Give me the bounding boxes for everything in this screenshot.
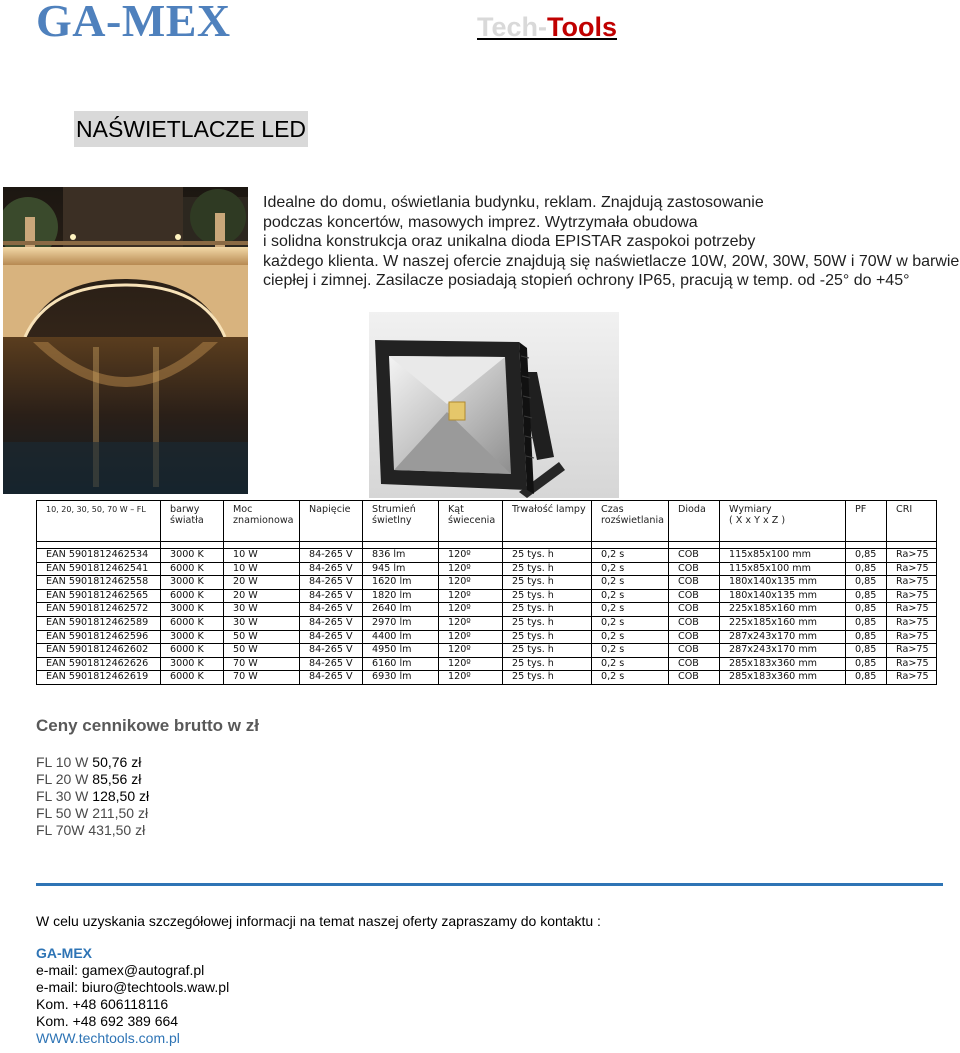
table-row [37,549,937,563]
table-cell: Ra>75 [887,576,937,590]
column-header: PF [846,501,887,542]
table-cell: 25 tys. h [503,549,592,563]
column-header: Dioda [669,501,720,542]
table-cell: 20 W [224,576,300,590]
table-cell: 2640 lm [363,603,439,617]
table-cell: EAN 5901812462619 [37,671,161,685]
table-cell: COB [669,589,720,603]
table-cell: Ra>75 [887,616,937,630]
table-cell: Ra>75 [887,549,937,563]
table-row [37,603,937,617]
table-cell: COB [669,576,720,590]
description-line: ciepłej i zimnej. Zasilacze posiadają stopień ochrony IP65, pracują w temp. od -25° do +45° [263,272,910,289]
table-cell: 120º [439,644,503,658]
table-cell: 84-265 V [300,630,363,644]
table-row [37,576,937,590]
table-cell: Ra>75 [887,657,937,671]
table-cell: 115x85x100 mm [720,549,846,563]
table-cell: 0,85 [846,644,887,658]
table-cell: 0,2 s [592,562,669,576]
description-line: podczas koncertów, masowych imprez. Wytrzymała obudowa [263,213,698,231]
table-cell: 120º [439,671,503,685]
table-cell: EAN 5901812462572 [37,603,161,617]
table-cell: EAN 5901812462602 [37,644,161,658]
table-cell: 84-265 V [300,603,363,617]
table-cell: 120º [439,576,503,590]
table-cell: 0,2 s [592,630,669,644]
table-header-row [37,501,937,542]
table-cell: EAN 5901812462589 [37,616,161,630]
table-cell: Ra>75 [887,562,937,576]
table-cell: 6930 lm [363,671,439,685]
price-item: FL 70W 431,50 zł [36,822,146,838]
contact-email[interactable]: e-mail: biuro@techtools.waw.pl [36,979,230,995]
table-cell: 84-265 V [300,644,363,658]
table-cell: Ra>75 [887,589,937,603]
table-cell: 25 tys. h [503,671,592,685]
table-cell: 25 tys. h [503,644,592,658]
table-cell: 25 tys. h [503,630,592,644]
table-cell: 30 W [224,616,300,630]
table-cell: 1620 lm [363,576,439,590]
table-cell: 285x183x360 mm [720,657,846,671]
table-cell: 6000 K [161,589,224,603]
table-cell: 84-265 V [300,589,363,603]
table-cell: EAN 5901812462558 [37,576,161,590]
contact-block [36,945,229,1047]
product-description [263,193,960,291]
table-cell: 945 lm [363,562,439,576]
contact-phone: Kom. +48 606118116 [36,996,169,1012]
table-cell: COB [669,616,720,630]
table-cell: EAN 5901812462596 [37,630,161,644]
table-cell: 20 W [224,589,300,603]
table-cell: 3000 K [161,576,224,590]
table-cell: 84-265 V [300,671,363,685]
table-cell: 84-265 V [300,576,363,590]
column-header: Kąt świecenia [439,501,503,542]
brand-logo: GA-MEX [36,0,231,46]
table-cell: 6000 K [161,671,224,685]
table-cell: Ra>75 [887,671,937,685]
table-cell: 120º [439,616,503,630]
floodlight-photo [369,312,619,498]
table-cell: 0,85 [846,671,887,685]
table-cell: 0,2 s [592,644,669,658]
column-header: 10, 20, 30, 50, 70 W – FL [37,501,161,542]
column-header: Trwałość lampy [503,501,592,542]
column-header: Czas rozświetlania [592,501,669,542]
table-cell: 0,85 [846,576,887,590]
table-cell: 10 W [224,562,300,576]
table-cell: 120º [439,589,503,603]
column-header: Moc znamionowa [224,501,300,542]
table-cell: 225x185x160 mm [720,616,846,630]
table-cell: COB [669,630,720,644]
price-item: FL 50 W 211,50 zł [36,805,149,821]
table-cell: 120º [439,562,503,576]
table-cell: 3000 K [161,603,224,617]
table-cell: 0,2 s [592,657,669,671]
table-cell: 3000 K [161,630,224,644]
column-header: barwy światła [161,501,224,542]
column-header: CRI [887,501,937,542]
table-cell: 836 lm [363,549,439,563]
table-cell: EAN 5901812462541 [37,562,161,576]
table-cell: 2970 lm [363,616,439,630]
table-cell: COB [669,657,720,671]
table-row [37,630,937,644]
table-cell: 120º [439,603,503,617]
table-cell: 0,2 s [592,616,669,630]
table-row [37,671,937,685]
table-cell: 50 W [224,630,300,644]
description-line: Idealne do domu, oświetlania budynku, reklam. Znajdują zastosowanie [263,194,764,211]
table-cell: 0,85 [846,630,887,644]
bridge-night-photo [3,187,248,494]
table-cell: 287x243x170 mm [720,630,846,644]
table-cell: COB [669,549,720,563]
table-cell: 10 W [224,549,300,563]
table-cell: 6000 K [161,644,224,658]
table-cell: 0,2 s [592,589,669,603]
table-row [37,589,937,603]
table-cell: 0,85 [846,603,887,617]
table-cell: 0,85 [846,657,887,671]
table-cell: 25 tys. h [503,616,592,630]
table-cell: 25 tys. h [503,603,592,617]
table-cell: 25 tys. h [503,657,592,671]
prices-heading: Ceny cennikowe brutto w zł [36,716,259,735]
table-cell: 3000 K [161,657,224,671]
table-cell: 0,2 s [592,549,669,563]
table-cell: 6000 K [161,562,224,576]
table-cell: EAN 5901812462534 [37,549,161,563]
table-cell: 25 tys. h [503,562,592,576]
table-cell: EAN 5901812462626 [37,657,161,671]
table-cell: 6160 lm [363,657,439,671]
table-cell: Ra>75 [887,630,937,644]
section-divider [36,883,943,886]
table-cell: 84-265 V [300,562,363,576]
contact-company: GA-MEX [36,945,92,961]
table-cell: 115x85x100 mm [720,562,846,576]
table-cell: 0,85 [846,549,887,563]
table-cell: COB [669,562,720,576]
table-row [37,644,937,658]
table-cell: 25 tys. h [503,576,592,590]
table-cell: 180x140x135 mm [720,589,846,603]
contact-lead-text: W celu uzyskania szczegółowej informacji na temat naszej oferty zapraszamy do kontaktu : [36,913,601,929]
table-cell: 0,85 [846,562,887,576]
table-cell: Ra>75 [887,603,937,617]
table-cell: 0,2 s [592,671,669,685]
table-cell: 30 W [224,603,300,617]
price-item: FL 30 W 128,50 zł [36,788,150,804]
table-cell: 120º [439,630,503,644]
table-cell: 25 tys. h [503,589,592,603]
table-cell: 0,2 s [592,576,669,590]
table-spacer-row [37,542,937,549]
table-cell: 4950 lm [363,644,439,658]
specs-table [36,500,937,685]
table-cell: 70 W [224,657,300,671]
table-cell: 120º [439,657,503,671]
table-cell: 0,85 [846,616,887,630]
column-header: Napięcie [300,501,363,542]
contact-phone: Kom. +48 692 389 664 [36,1013,179,1029]
website-link[interactable]: WWW.techtools.com.pl [36,1030,180,1046]
description-line: każdego klienta. W naszej ofercie znajdują się naświetlacze 10W, 20W, 30W, 50W i 70W w barwie [263,252,960,270]
column-header: Wymiary ( X x Y x Z ) [720,501,846,542]
tech-tools-logo-part2: Tools [547,12,618,42]
table-row [37,657,937,671]
table-cell: 3000 K [161,549,224,563]
price-item: FL 10 W 50,76 zł [36,754,142,770]
table-row [37,562,937,576]
tech-tools-logo-part1: Tech- [477,12,548,42]
table-cell: 70 W [224,671,300,685]
table-cell: 84-265 V [300,657,363,671]
table-cell: COB [669,671,720,685]
contact-email[interactable]: e-mail: gamex@autograf.pl [36,962,205,978]
table-cell: Ra>75 [887,644,937,658]
table-row [37,616,937,630]
table-cell: 1820 lm [363,589,439,603]
table-cell: EAN 5901812462565 [37,589,161,603]
table-cell: COB [669,644,720,658]
table-cell: 225x185x160 mm [720,603,846,617]
table-cell: 287x243x170 mm [720,644,846,658]
table-cell: 84-265 V [300,616,363,630]
tech-tools-logo [477,12,617,43]
table-cell: COB [669,603,720,617]
table-cell: 0,85 [846,589,887,603]
page-title: NAŚWIETLACZE LED [76,116,307,142]
table-cell: 120º [439,549,503,563]
column-header: Strumień świetlny [363,501,439,542]
description-line: i solidna konstrukcja oraz unikalna dioda EPISTAR zaspokoi potrzeby [263,233,756,250]
table-cell: 285x183x360 mm [720,671,846,685]
price-list [36,754,149,839]
table-cell: 4400 lm [363,630,439,644]
table-cell: 6000 K [161,616,224,630]
table-cell: 180x140x135 mm [720,576,846,590]
table-cell: 50 W [224,644,300,658]
price-item: FL 20 W 85,56 zł [36,771,142,787]
table-cell: 84-265 V [300,549,363,563]
table-cell: 0,2 s [592,603,669,617]
